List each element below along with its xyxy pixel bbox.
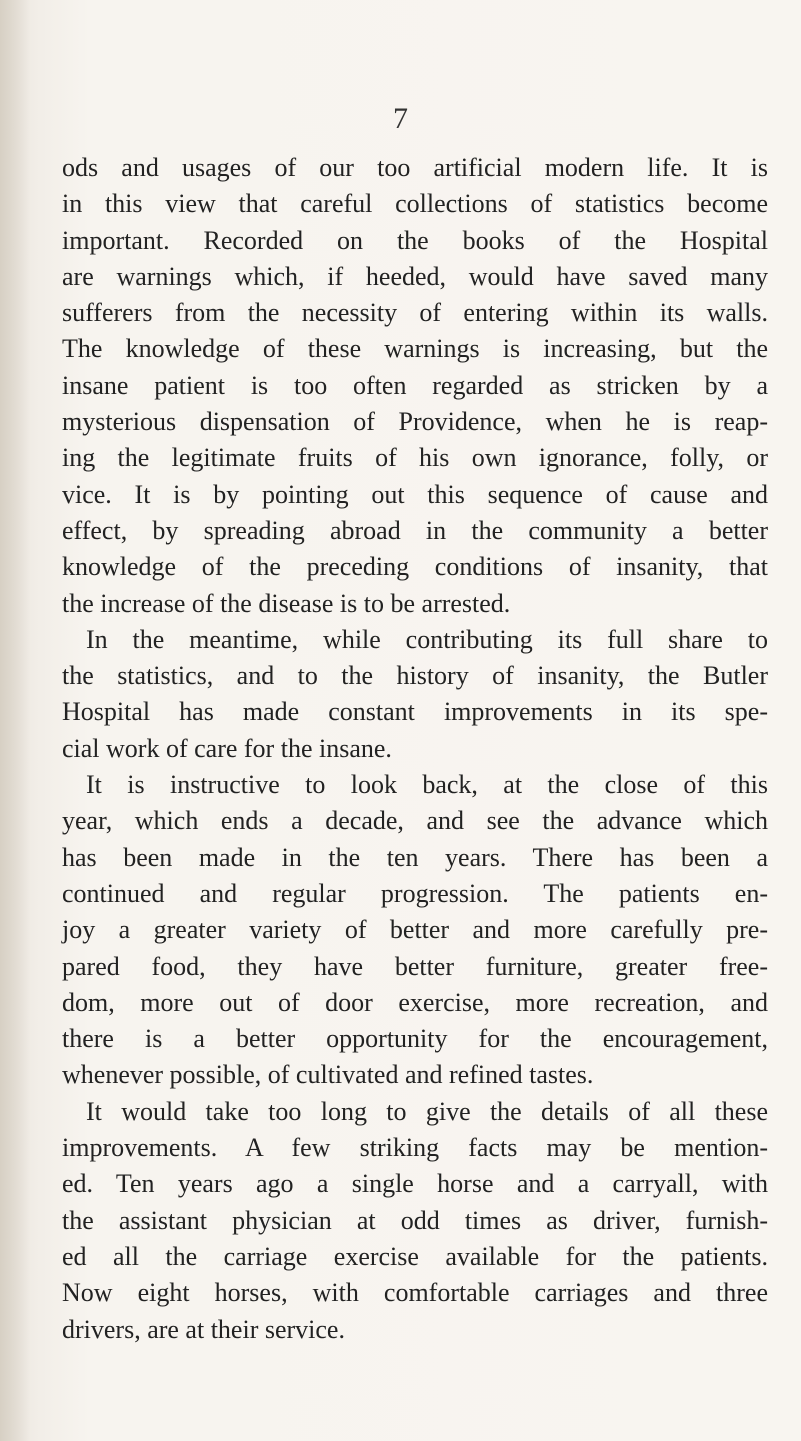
text-line: pared food, they have better furniture, greater free- — [62, 951, 768, 981]
text-line: insane patient is too often regarded as stricken by a — [62, 370, 768, 400]
text-line: important. Recorded on the books of the Hospital — [62, 225, 768, 255]
text-line: ed all the carriage exercise available for the patients. — [62, 1241, 768, 1271]
text-line: effect, by spreading abroad in the community a better — [62, 515, 768, 545]
text-line: are warnings which, if heeded, would have saved many — [62, 261, 768, 291]
text-line: whenever possible, of cultivated and refined tastes. — [62, 1060, 594, 1090]
text-line: joy a greater variety of better and more carefully pre- — [62, 915, 768, 945]
text-line: has been made in the ten years. There has been a — [62, 842, 768, 872]
text-line: In the meantime, while contributing its full share to — [86, 624, 768, 654]
text-line: the increase of the disease is to be arrested. — [62, 588, 511, 618]
text-line: The knowledge of these warnings is increasing, but the — [62, 334, 768, 364]
text-line: ed. Ten years ago a single horse and a carryall, with — [62, 1169, 768, 1199]
text-line: It is instructive to look back, at the close of this — [86, 770, 768, 800]
text-line: Hospital has made constant improvements in its spe- — [62, 697, 768, 727]
page-number: 7 — [393, 102, 408, 135]
text-line: improvements. A few striking facts may be mention- — [62, 1133, 768, 1163]
text-line: knowledge of the preceding conditions of insanity, that — [62, 552, 768, 582]
text-line: in this view that careful collections of statistics become — [62, 189, 768, 219]
text-line: It would take too long to give the details of all these — [86, 1096, 768, 1126]
body-text — [62, 150, 768, 1348]
text-line: there is a better opportunity for the encouragement, — [62, 1024, 768, 1054]
page-shadow-edge — [0, 0, 30, 1441]
text-line: dom, more out of door exercise, more recreation, and — [62, 987, 768, 1017]
text-line: the assistant physician at odd times as driver, furnish- — [62, 1205, 768, 1235]
text-line: continued and regular progression. The patients en- — [62, 878, 768, 908]
text-line: vice. It is by pointing out this sequence of cause and — [62, 479, 768, 509]
text-line: drivers, are at their service. — [62, 1314, 345, 1344]
text-line: year, which ends a decade, and see the advance which — [62, 806, 768, 836]
text-line: cial work of care for the insane. — [62, 733, 392, 763]
text-line: the statistics, and to the history of insanity, the Butler — [62, 661, 768, 691]
text-line: sufferers from the necessity of entering within its walls. — [62, 298, 768, 328]
text-line: Now eight horses, with comfortable carriages and three — [62, 1278, 768, 1308]
text-line: mysterious dispensation of Providence, when he is reap- — [62, 407, 768, 437]
text-line: ing the legitimate fruits of his own ignorance, folly, or — [62, 443, 768, 473]
text-line: ods and usages of our too artificial modern life. It is — [62, 153, 768, 182]
